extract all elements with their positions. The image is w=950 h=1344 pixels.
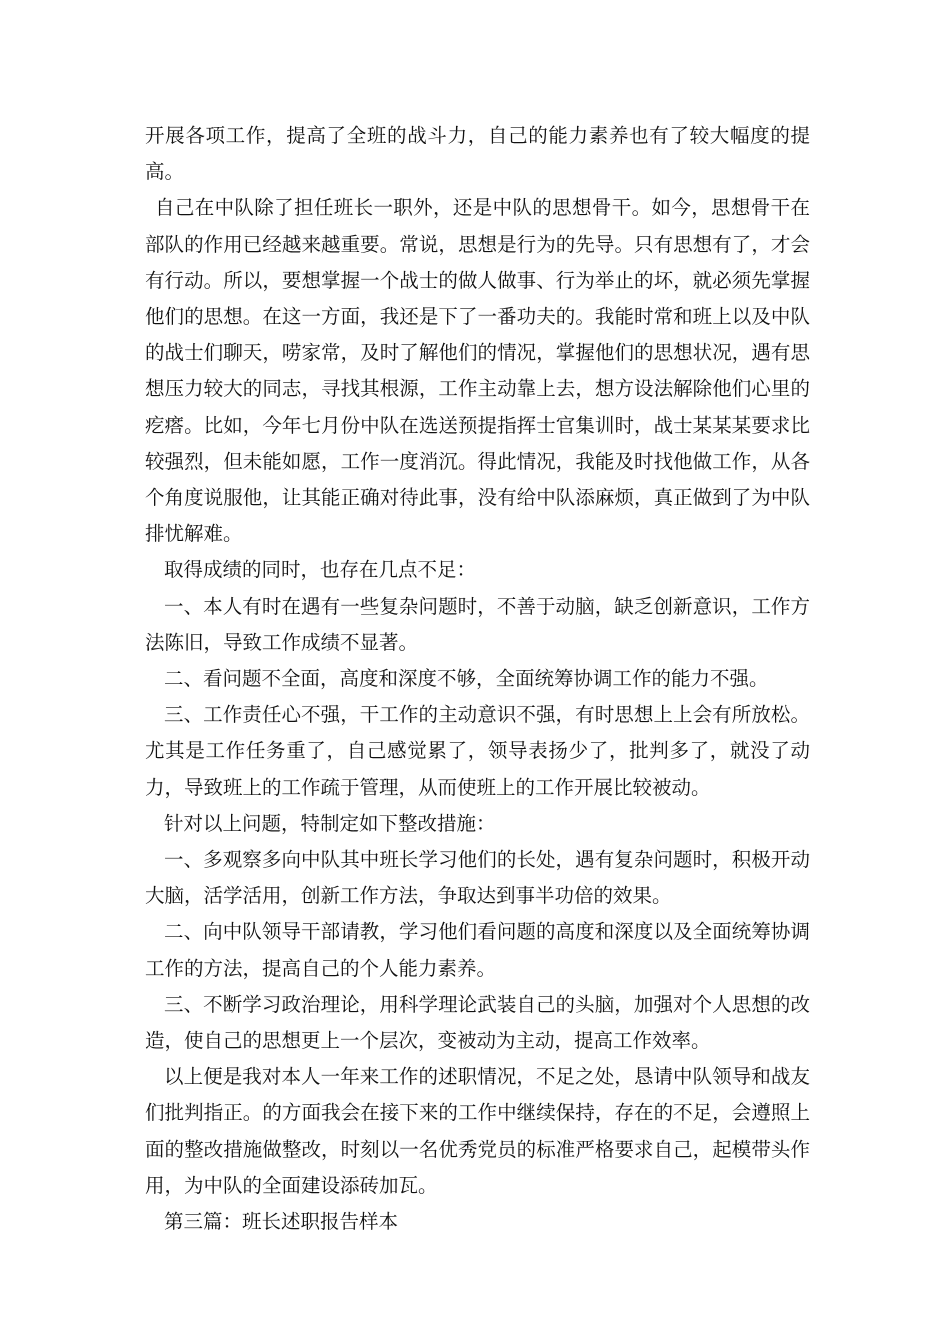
paragraph-continuation: 开展各项工作，提高了全班的战斗力，自己的能力素养也有了较大幅度的提高。 — [145, 124, 810, 184]
paragraph-measures-intro: 针对以上问题，特制定如下整改措施： — [164, 811, 496, 835]
paragraph-shortcoming-3: 三、工作责任心不强，干工作的主动意识不强，有时思想上上会有所放松。尤其是工作任务重了，自己感觉累了，领导表扬少了，批判多了，就没了动力，导致班上的工作疏于管理，从而使班上的工作开展比较被动。 — [145, 703, 810, 799]
paragraph-conclusion: 以上便是我对本人一年来工作的述职情况，不足之处，恳请中队领导和战友们批判指正。的方面我会在接下来的工作中继续保持，存在的不足，会遵照上面的整改措施做整改，时刻以一名优秀党员的标准严格要求自己，起模带头作用，为中队的全面建设添砖加瓦。 — [145, 1065, 810, 1197]
paragraph-thought-backbone: 自己在中队除了担任班长一职外，还是中队的思想骨干。如今，思想骨干在部队的作用已经越来越重要。常说，思想是行为的先导。只有思想有了，才会有行动。所以，要想掌握一个战士的做人做事、行为举止的坏，就必须先掌握他们的思想。在这一方面，我还是下了一番功夫的。我能时常和班上以及中队的战士们聊天，唠家常，及时了解他们的情况，掌握他们的思想状况，遇有思想压力较大的同志，寻找其根源，工作主动靠上去，想方设法解除他们心里的疙瘩。比如，今年七月份中队在选送预提指挥士官集训时，战士某某某要求比较强烈，但未能如愿，工作一度消沉。得此情况，我能及时找他做工作，从各个角度说服他，让其能正确对待此事，没有给中队添麻烦，真正做到了为中队排忧解难。 — [145, 196, 810, 546]
paragraph-measure-2: 二、向中队领导干部请教，学习他们看问题的高度和深度以及全面统筹协调工作的方法，提高自己的个人能力素养。 — [145, 920, 810, 980]
paragraph-measure-3: 三、不断学习政治理论，用科学理论武装自己的头脑，加强对个人思想的改造，使自己的思想更上一个层次，变被动为主动，提高工作效率。 — [145, 992, 810, 1053]
section-heading: 第三篇：班长述职报告样本 — [164, 1210, 399, 1234]
paragraph-shortcomings-intro: 取得成绩的同时，也存在几点不足： — [164, 558, 477, 582]
paragraph-shortcoming-2: 二、看问题不全面，高度和深度不够，全面统筹协调工作的能力不强。 — [164, 667, 769, 691]
document-body — [145, 118, 810, 1240]
paragraph-measure-1: 一、多观察多向中队其中班长学习他们的长处，遇有复杂问题时，积极开动大脑，活学活用，创新工作方法，争取达到事半功倍的效果。 — [145, 848, 810, 908]
paragraph-shortcoming-1: 一、本人有时在遇有一些复杂问题时，不善于动脑，缺乏创新意识，工作方法陈旧，导致工作成绩不显著。 — [145, 594, 810, 654]
